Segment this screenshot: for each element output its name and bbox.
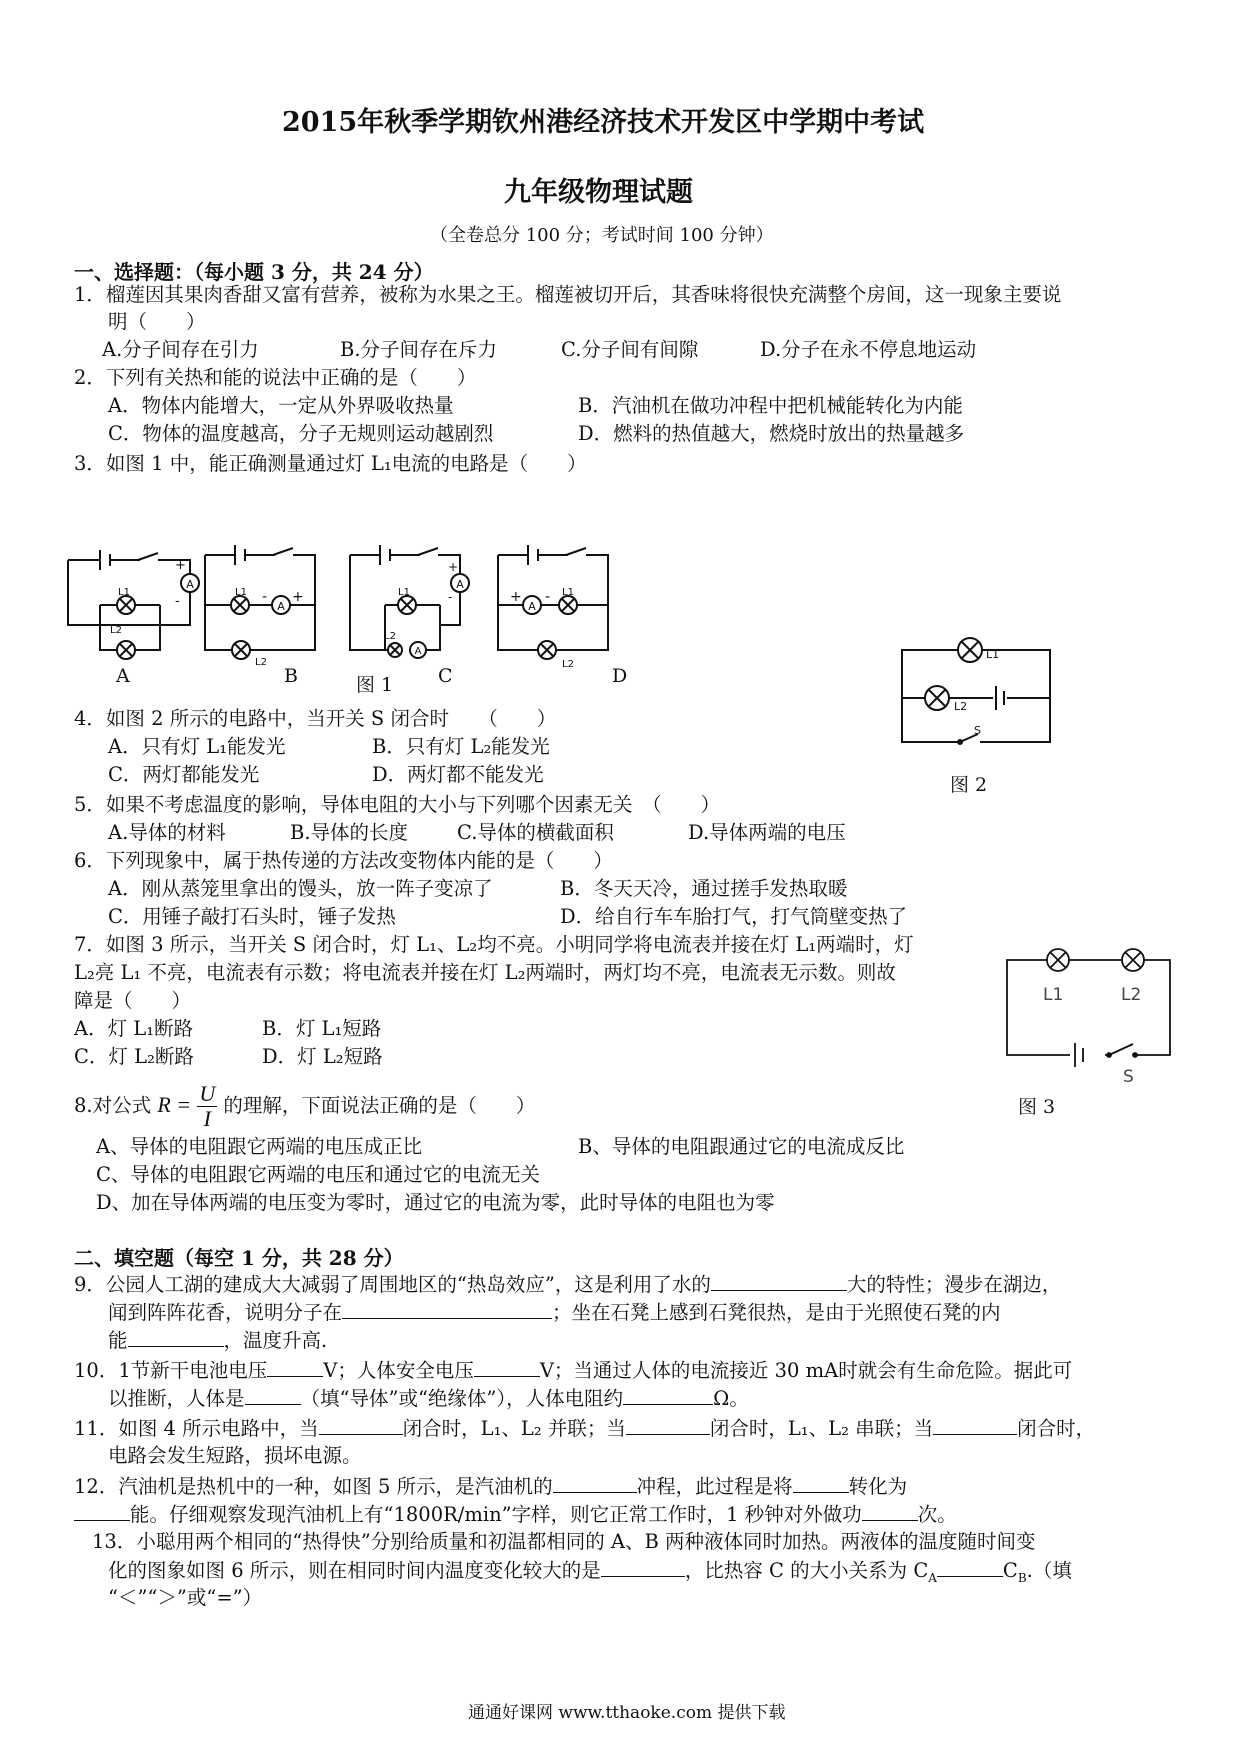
q7-option-b: B．灯 L₁短路 <box>262 1017 382 1040</box>
q2-option-c: C．物体的温度越高，分子无规则运动越剧烈 <box>108 422 494 445</box>
q1-stem: 1．榴莲因其果肉香甜又富有营养，被称为水果之王。榴莲被切开后，其香味将很快充满整个房间，这一现象主要说 <box>74 283 1062 306</box>
q7-line-2: L₂亮 L₁ 不亮，电流表有示数；将电流表并接在灯 L₂两端时，两灯均不亮，电流表无示数。则故 <box>74 961 896 984</box>
q12-line-1: 12．汽油机是热机中的一种，如图 5 所示，是汽油机的 冲程，此过程是将 转化为 <box>74 1472 907 1501</box>
q1-stem-cont: 明（ ） <box>108 310 206 333</box>
circuit-c <box>350 545 469 658</box>
section1-title: 一、选择题：（每小题 3 分，共 24 分） <box>74 260 434 284</box>
q9-blank-2[interactable] <box>342 1298 552 1319</box>
q13-line-1: 13．小聪用两个相同的“热得快”分别给质量和初温都相同的 A、B 两种液体同时加热。两液体的温度随时间变 <box>92 1530 1036 1553</box>
svg-text:+: + <box>448 560 459 574</box>
svg-text:-: - <box>448 590 453 604</box>
q2-option-b: B．汽油机在做功冲程中把机械能转化为内能 <box>578 394 963 417</box>
svg-text:L2: L2 <box>384 631 396 642</box>
svg-text:-: - <box>545 589 551 605</box>
q13-blank-2[interactable] <box>937 1556 1003 1577</box>
q1-option-b: B.分子间存在斥力 <box>340 338 498 361</box>
fig1-label-d: D <box>612 665 628 687</box>
svg-text:S: S <box>974 724 981 737</box>
svg-text:-: - <box>262 589 268 605</box>
q12-line-2: 能。仔细观察发现汽油机上有“1800R/min”字样，则它正常工作时，1 秒钟对外做功 次。 <box>74 1500 957 1529</box>
q9-line-1: 9．公园人工湖的建成大大减弱了周围地区的“热岛效应”，这是利用了水的 大的特性；漫步在湖边， <box>74 1270 1061 1299</box>
q4-option-c: C．两灯都能发光 <box>108 763 260 786</box>
exam-subtitle: 九年级物理试题 <box>504 177 693 208</box>
svg-text:+: + <box>510 589 522 605</box>
footer-credit: 通通好课网 www.tthaoke.com 提供下载 <box>468 1703 786 1723</box>
q3-stem: 3．如图 1 中，能正确测量通过灯 L₁电流的电路是（ ） <box>74 452 587 475</box>
svg-text:L1: L1 <box>235 587 247 598</box>
circuit-b <box>205 545 315 668</box>
q8-stem <box>74 1082 535 1131</box>
q12-blank-3[interactable] <box>74 1500 130 1521</box>
q1-option-d: D.分子在永不停息地运动 <box>760 338 977 361</box>
q6-option-d: D．给自行车车胎打气，打气筒壁变热了 <box>560 905 908 928</box>
fig1-label-b: B <box>284 665 298 687</box>
svg-text:L1: L1 <box>1043 985 1064 1005</box>
svg-text:L2: L2 <box>255 657 267 668</box>
q8-option-a: A、导体的电阻跟它两端的电压成正比 <box>96 1135 423 1158</box>
q11-blank-3[interactable] <box>933 1414 1017 1435</box>
q4-option-a: A．只有灯 L₁能发光 <box>108 735 286 758</box>
q11-blank-2[interactable] <box>626 1414 710 1435</box>
fig1-label-c: C <box>438 665 453 687</box>
q2-stem: 2．下列有关热和能的说法中正确的是（ ） <box>74 366 477 389</box>
q10-blank-2[interactable] <box>474 1356 540 1377</box>
q8-formula-fraction <box>197 1082 217 1131</box>
q8-formula-denominator: I <box>203 1106 211 1131</box>
svg-text:L1: L1 <box>986 648 1000 661</box>
q8-prefix: 8.对公式 <box>74 1094 152 1117</box>
svg-text:L2: L2 <box>110 625 122 636</box>
fig1-label-a: A <box>116 665 130 687</box>
q13-blank-1[interactable] <box>601 1556 685 1577</box>
q6-option-c: C．用锤子敲打石头时，锤子发热 <box>108 905 396 928</box>
q10-line-2: 以推断，人体是 （填“导体”或“绝缘体”），人体电阻约 Ω。 <box>108 1384 749 1413</box>
svg-text:+: + <box>292 589 304 605</box>
q10-blank-1[interactable] <box>267 1356 323 1377</box>
q7-line-3: 障是（ ） <box>74 989 192 1012</box>
q5-option-a: A.导体的材料 <box>108 821 226 844</box>
fig1-caption: 图 1 <box>356 674 394 696</box>
figure-3 <box>1005 950 1175 1087</box>
q8-option-c: C、导体的电阻跟它两端的电压和通过它的电流无关 <box>96 1163 540 1186</box>
q5-option-d: D.导体两端的电压 <box>688 821 846 844</box>
circuit-a <box>68 550 199 659</box>
q1-option-a: A.分子间存在引力 <box>102 338 259 361</box>
q8-formula-lhs: R = <box>157 1092 192 1117</box>
q6-stem: 6．下列现象中，属于热传递的方法改变物体内能的是（ ） <box>74 849 613 872</box>
svg-text:A: A <box>277 600 285 613</box>
svg-text:A: A <box>186 578 194 591</box>
q2-option-d: D．燃料的热值越大，燃烧时放出的热量越多 <box>578 422 965 445</box>
svg-text:A: A <box>456 578 464 591</box>
q11-blank-1[interactable] <box>319 1414 403 1435</box>
svg-text:S: S <box>1123 1067 1134 1087</box>
circuit-d <box>498 545 608 670</box>
q7-option-d: D．灯 L₂短路 <box>262 1045 383 1068</box>
fig2-caption: 图 2 <box>950 774 988 796</box>
q9-blank-1[interactable] <box>711 1270 847 1291</box>
svg-text:L2: L2 <box>954 700 968 713</box>
q6-option-b: B．冬天天冷，通过搓手发热取暖 <box>560 877 848 900</box>
fig3-caption: 图 3 <box>1018 1096 1056 1118</box>
q2-option-a: A．物体内能增大，一定从外界吸收热量 <box>108 394 454 417</box>
q12-blank-4[interactable] <box>862 1500 918 1521</box>
q10-line-1: 10．1节新干电池电压 V；人体安全电压 V；当通过人体的电流接近 30 mA时就会有生命危险。据此可 <box>74 1356 1072 1385</box>
q10-blank-4[interactable] <box>623 1384 713 1405</box>
figure-1 <box>60 525 700 685</box>
q7-line-1: 7．如图 3 所示，当开关 S 闭合时，灯 L₁、L₂均不亮。小明同学将电流表并接在灯 L₁两端时，灯 <box>74 933 914 956</box>
q1-option-c: C.分子间有间隙 <box>561 338 699 361</box>
q7-option-c: C．灯 L₂断路 <box>74 1045 194 1068</box>
q12-blank-1[interactable] <box>553 1472 637 1493</box>
svg-text:+: + <box>175 558 186 573</box>
svg-text:L1: L1 <box>562 587 574 598</box>
q11-line-2: 电路会发生短路，损坏电源。 <box>108 1444 362 1467</box>
q13-line-2: 化的图象如图 6 所示，则在相同时间内温度变化较大的是 ，比热容 C 的大小关系为 $C_A$ $C_B$.（填 <box>108 1556 1072 1592</box>
svg-text:L2: L2 <box>1121 985 1142 1005</box>
q9-blank-3[interactable] <box>128 1326 224 1347</box>
q9-line-3: 能 ，温度升高. <box>108 1326 327 1355</box>
q8-formula-numerator: U <box>199 1081 216 1106</box>
q8-option-b: B、导体的电阻跟通过它的电流成反比 <box>578 1135 905 1158</box>
q4-stem: 4．如图 2 所示的电路中，当开关 S 闭合时 （ ） <box>74 707 557 730</box>
q5-stem: 5．如果不考虑温度的影响，导体电阻的大小与下列哪个因素无关 （ ） <box>74 793 721 816</box>
q7-option-a: A．灯 L₁断路 <box>74 1017 194 1040</box>
q8-option-d: D、加在导体两端的电压变为零时，通过它的电流为零，此时导体的电阻也为零 <box>96 1191 775 1214</box>
svg-text:A: A <box>528 600 536 613</box>
q5-option-c: C.导体的横截面积 <box>457 821 614 844</box>
q12-blank-2[interactable] <box>793 1472 849 1493</box>
q5-option-b: B.导体的长度 <box>290 821 409 844</box>
q4-option-b: B．只有灯 L₂能发光 <box>372 735 550 758</box>
q6-option-a: A．刚从蒸笼里拿出的馒头，放一阵子变凉了 <box>108 877 493 900</box>
svg-text:L2: L2 <box>562 659 574 670</box>
q4-option-d: D．两灯都不能发光 <box>372 763 544 786</box>
svg-text:L1: L1 <box>118 587 130 598</box>
q11-line-1: 11．如图 4 所示电路中，当 闭合时，L₁、L₂ 并联；当 闭合时，L₁、L₂ 串联；当 闭合时， <box>74 1414 1095 1443</box>
exam-title: 2015年秋季学期钦州港经济技术开发区中学期中考试 <box>282 107 925 138</box>
figure-2 <box>900 640 1070 750</box>
exam-note: （全卷总分 100 分；考试时间 100 分钟） <box>430 225 774 246</box>
q13-line-3: “＜”“＞”或“=”） <box>108 1586 263 1609</box>
svg-text:-: - <box>175 594 180 609</box>
svg-text:L1: L1 <box>398 587 410 598</box>
q8-suffix: 的理解，下面说法正确的是（ ） <box>223 1094 536 1117</box>
q9-line-2: 闻到阵阵花香，说明分子在 ；坐在石凳上感到石凳很热，是由于光照使石凳的内 <box>108 1298 1001 1327</box>
section2-title: 二、填空题（每空 1 分，共 28 分） <box>74 1246 404 1270</box>
q10-blank-3[interactable] <box>245 1384 301 1405</box>
svg-text:A: A <box>414 646 422 657</box>
